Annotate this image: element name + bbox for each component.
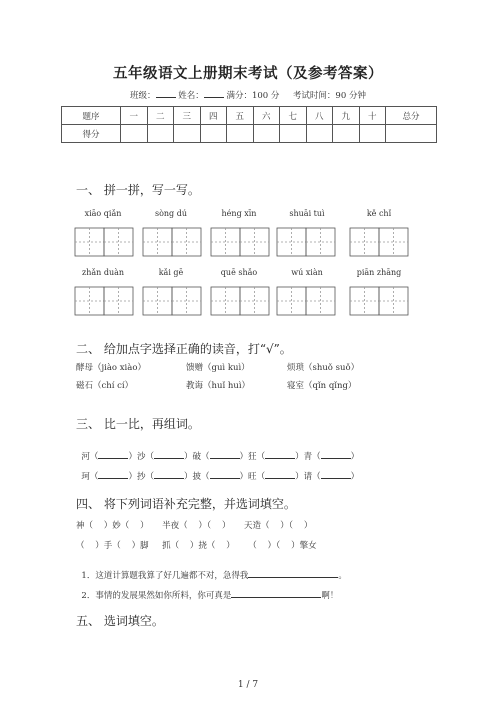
char: 抄: [136, 472, 146, 482]
full-score: 满分：100 分: [226, 91, 280, 101]
punct: 。: [338, 571, 347, 581]
header-cell: 五: [227, 107, 254, 125]
header-cell: 二: [147, 107, 174, 125]
page-title: 五年级语文上册期末考试（及参考答案）: [113, 65, 383, 82]
reading-option[interactable]: 教诲（huǐ huì）: [186, 381, 251, 391]
class-label: 班级：: [130, 91, 156, 101]
header-cell: 三: [174, 107, 201, 125]
pinyin-label: shuāi tuì: [289, 209, 325, 218]
section1-heading: 一、 拼一拼，写一写。: [76, 183, 200, 197]
answer-blank[interactable]: [154, 458, 184, 459]
header-cell: 七: [280, 107, 307, 125]
header-cell: 九: [333, 107, 360, 125]
reading-option[interactable]: 馈赠（guì kuì）: [186, 363, 250, 373]
page-number: 1 / 7: [237, 680, 259, 690]
char: 破: [192, 452, 202, 462]
reading-option[interactable]: 寝室（qǐn qǐng）: [287, 381, 357, 391]
pinyin-label: xiāo qiǎn: [84, 209, 122, 218]
question-text: 1．这道计算题我算了好几遍都不对，急得我: [81, 571, 249, 581]
answer-blank[interactable]: [210, 458, 240, 459]
char: 青: [303, 452, 313, 462]
row-label: 得分: [62, 125, 121, 143]
question-text: 2．事情的发展果然如你所料，你可真是: [81, 591, 232, 601]
header-cell: 六: [253, 107, 280, 125]
answer-blank[interactable]: [321, 478, 351, 479]
answer-blank[interactable]: [154, 478, 184, 479]
pinyin-label: héng xīn: [221, 209, 257, 218]
section2-heading: 二、 给加点字选择正确的读音，打“√”。: [76, 342, 292, 356]
pinyin-label: kǎi gē: [158, 268, 184, 277]
idiom-row-1[interactable]: 神（ ）妙（ ） 半夜（ ）（ ） 天造（ ）（ ）: [76, 521, 313, 531]
section4-heading: 四、 将下列词语补充完整，并选词填空。: [76, 497, 296, 511]
header-cell: 十: [359, 107, 386, 125]
compare-row-2: 珂（ ）抄（ ）披（ ）旺（ ）请（ ）: [81, 472, 360, 482]
answer-blank[interactable]: [265, 458, 295, 459]
char: 珂: [81, 472, 90, 482]
pinyin-label: wú xiàn: [291, 268, 323, 277]
pinyin-label: zhǎn duàn: [81, 268, 125, 277]
reading-option[interactable]: 磁石（chí cí）: [76, 381, 134, 391]
idiom-row-2[interactable]: （ ）手（ ）脚 抓（ ）挠（ ） （ ）（ ）擎女: [76, 541, 317, 551]
pinyin-label: sòng dú: [154, 209, 187, 218]
header-cell: 一: [121, 107, 148, 125]
answer-blank[interactable]: [248, 577, 338, 578]
char: 旺: [248, 472, 257, 482]
reading-option[interactable]: 酵母（jiào xiào）: [76, 363, 146, 373]
name-label: 姓名：: [178, 91, 204, 101]
header-cell: 总分: [386, 107, 437, 125]
pinyin-label: quē shǎo: [220, 268, 258, 277]
reading-option[interactable]: 烦琐（shuǒ suǒ）: [287, 363, 360, 373]
exam-time: 考试时间：90 分钟: [292, 91, 366, 101]
answer-blank[interactable]: [98, 458, 128, 459]
char: 河: [81, 452, 90, 462]
header-cell: 四: [200, 107, 227, 125]
pinyin-label: kě chǐ: [366, 209, 392, 218]
compare-row-1: 河（ ）沙（ ）破（ ）狂（ ）青（ ）: [81, 452, 360, 462]
char: 披: [192, 472, 202, 482]
char: 沙: [136, 452, 146, 462]
header-cell: 八: [306, 107, 333, 125]
answer-blank[interactable]: [265, 478, 295, 479]
answer-blank[interactable]: [98, 478, 128, 479]
fill-question-1: [76, 559, 347, 581]
char: 狂: [248, 452, 257, 462]
header-cell: 题序: [62, 107, 121, 125]
answer-blank[interactable]: [321, 458, 351, 459]
section3-heading: 三、 比一比，再组词。: [76, 417, 200, 431]
punct: 啊！: [321, 591, 339, 601]
answer-blank[interactable]: [231, 597, 321, 598]
section5-heading: 五、 选词填空。: [76, 614, 164, 628]
pinyin-label: piān zhāng: [356, 268, 402, 277]
answer-blank[interactable]: [210, 478, 240, 479]
fill-question-2: [76, 579, 338, 601]
char: 请: [303, 472, 313, 482]
